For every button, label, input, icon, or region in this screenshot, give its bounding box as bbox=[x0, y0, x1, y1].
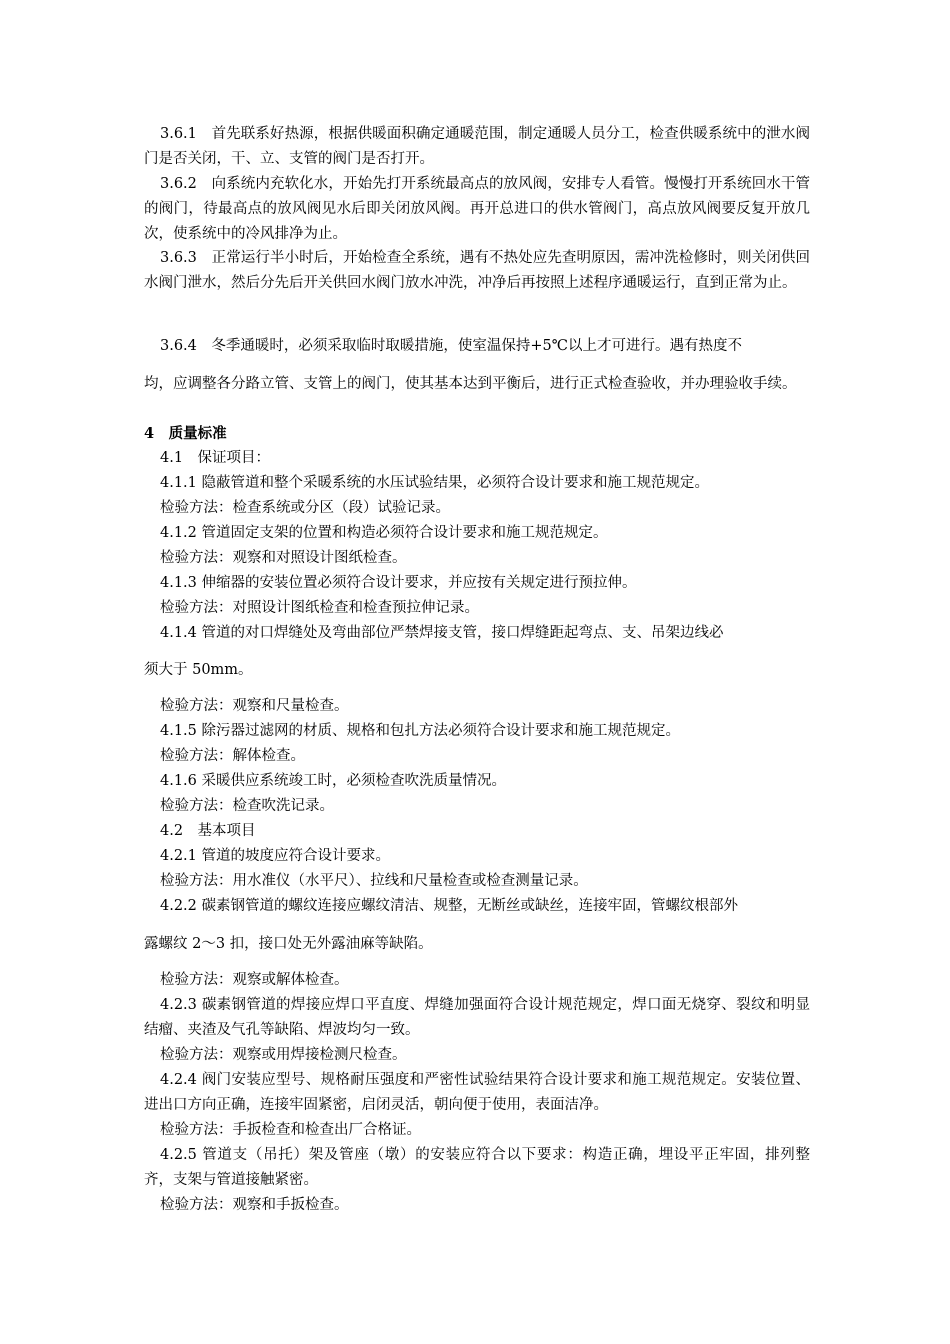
clause-4-1-5: 4.1.5 除污器过滤网的材质、规格和包扎方法必须符合设计要求和施工规范规定。 bbox=[160, 723, 681, 739]
clause-3-6-2: 3.6.2 向系统内充软化水，开始先打开系统最高点的放风阀，安排专人看管。慢慢打开系统回水干管的阀门，待最高点的放风阀见水后即关闭放风阀。再开总进口的供水管阀门，高点放风阀要反复开放几次，使系统中的冷风排净为止。 bbox=[144, 176, 810, 242]
clause-3-6-3: 3.6.3 正常运行半小时后，开始检查全系统，遇有不热处应先查明原因，需冲洗检修时，则关闭供回水阀门泄水，然后分先后开关供回水阀门放水冲洗，冲净后再按照上述程序通暖运行，直到正常为止。 bbox=[144, 250, 810, 291]
clause-4-2-4: 4.2.4 阀门安装应型号、规格耐压强度和严密性试验结果符合设计要求和施工规范规定。安装位置、进出口方向正确，连接牢固紧密，启闭灵活，朝向便于使用，表面洁净。 bbox=[144, 1072, 810, 1113]
clause-4-1-6: 4.1.6 采暖供应系统竣工时，必须检查吹洗质量情况。 bbox=[160, 773, 507, 789]
clause-4-2-2-line2: 露螺纹 2～3 扣，接口处无外露油麻等缺陷。 bbox=[144, 936, 433, 952]
clause-4-2-1: 4.2.1 管道的坡度应符合设计要求。 bbox=[160, 848, 391, 864]
clause-3-6-4-line2: 均，应调整各分路立管、支管上的阀门，使其基本达到平衡后，进行正式检查验收，并办理验收手续。 bbox=[144, 376, 797, 392]
inspection-method-4-2-5: 检验方法：观察和手扳检查。 bbox=[160, 1197, 349, 1213]
inspection-method-4-1-2: 检验方法：观察和对照设计图纸检查。 bbox=[160, 550, 407, 566]
clause-4-2: 4.2 基本项目 bbox=[160, 823, 256, 839]
inspection-method-4-2-2: 检验方法：观察或解体检查。 bbox=[160, 972, 349, 988]
inspection-method-4-1-4: 检验方法：观察和尺量检查。 bbox=[160, 698, 349, 714]
clause-4-1-4-line2: 须大于 50mm。 bbox=[144, 662, 253, 678]
inspection-method-4-1-6: 检验方法：检查吹洗记录。 bbox=[160, 798, 334, 814]
clause-3-6-1: 3.6.1 首先联系好热源，根据供暖面积确定通暖范围，制定通暖人员分工，检查供暖系统中的泄水阀门是否关闭，干、立、支管的阀门是否打开。 bbox=[144, 126, 810, 167]
inspection-method-4-2-1: 检验方法：用水准仪（水平尺）、拉线和尺量检查或检查测量记录。 bbox=[160, 873, 588, 889]
clause-4-1-3: 4.1.3 伸缩器的安装位置必须符合设计要求，并应按有关规定进行预拉伸。 bbox=[160, 575, 637, 591]
inspection-method-4-1-5: 检验方法：解体检查。 bbox=[160, 748, 305, 764]
inspection-method-4-1-1: 检验方法：检查系统或分区（段）试验记录。 bbox=[160, 500, 450, 516]
clause-3-6-4-line1: 3.6.4 冬季通暖时，必须采取临时取暖措施，使室温保持+5℃以上才可进行。遇有热度不 bbox=[160, 338, 742, 354]
inspection-method-4-2-3: 检验方法：观察或用焊接检测尺检查。 bbox=[160, 1047, 407, 1063]
clause-4-1-2: 4.1.2 管道固定支架的位置和构造必须符合设计要求和施工规范规定。 bbox=[160, 525, 608, 541]
clause-4-2-5: 4.2.5 管道支（吊托）架及管座（墩）的安装应符合以下要求：构造正确，埋设平正牢固，排列整齐，支架与管道接触紧密。 bbox=[144, 1147, 810, 1188]
clause-4-1-1: 4.1.1 隐蔽管道和整个采暖系统的水压试验结果，必须符合设计要求和施工规范规定。 bbox=[160, 475, 710, 491]
inspection-method-4-1-3: 检验方法：对照设计图纸检查和检查预拉伸记录。 bbox=[160, 600, 479, 616]
section-heading-quality-standard: 4 质量标准 bbox=[144, 425, 227, 442]
clause-4-1: 4.1 保证项目： bbox=[160, 450, 271, 466]
inspection-method-4-2-4: 检验方法：手扳检查和检查出厂合格证。 bbox=[160, 1122, 421, 1138]
clause-4-2-3: 4.2.3 碳素钢管道的焊接应焊口平直度、焊缝加强面符合设计规范规定，焊口面无烧穿、裂纹和明显结瘤、夹渣及气孔等缺陷、焊波均匀一致。 bbox=[144, 997, 810, 1038]
clause-4-2-2-line1: 4.2.2 碳素钢管道的螺纹连接应螺纹清洁、规整，无断丝或缺丝，连接牢固，管螺纹根部外 bbox=[160, 898, 738, 914]
clause-4-1-4-line1: 4.1.4 管道的对口焊缝处及弯曲部位严禁焊接支管，接口焊缝距起弯点、支、吊架边线必 bbox=[160, 625, 724, 641]
